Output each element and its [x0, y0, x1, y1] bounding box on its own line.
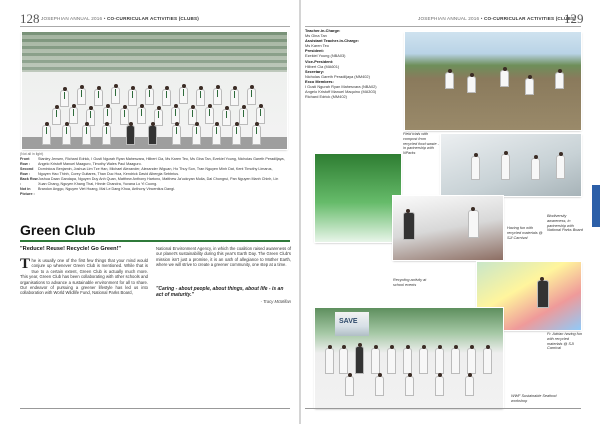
caption-names: Joshua Daan Gandapa, Nguyen Duy Anh Quan, Matthew Anthony Hartono, Matthew Ja'uckryan Mulia, Dai Chongrui, Pan Nguyen Manh Chinh, Lin Xuan Chang, Nguyen Khang Thai, Hinnie Chandra, Yuvana Lo Yi Cuong.: [38, 177, 279, 186]
role-name: Nicholas Gareth Peradiljaya (MM402): [305, 73, 370, 79]
photo-person: [435, 348, 444, 374]
body-column-2: National Environment Agency, in which the coalition raised awareness of our planet's sustainability during this year's Earth Day. The Green Club's mission isn't just a promise, it is an oath of allegiance to Mother Earth, where we will strive to create a greener community, one step at a time.: [156, 246, 291, 268]
photo-person: [69, 107, 78, 124]
photo-person: [467, 348, 476, 374]
header-section: CO-CURRICULAR ACTIVITIES (CLUBS): [484, 16, 576, 21]
photo-hint: (Not all in light): [20, 152, 44, 156]
role-assistant: [305, 38, 401, 48]
photo-person: [445, 72, 454, 89]
recycling-booth-photo: [315, 154, 401, 242]
role-name: Ms Gina Tan: [305, 33, 327, 39]
photo-person: [501, 154, 510, 180]
caption-label: Back Row :: [20, 177, 38, 186]
wwf-workshop-photo: [315, 308, 503, 408]
body-column-1: [20, 258, 148, 296]
photo-person: [230, 89, 239, 106]
photo-person: [355, 346, 364, 374]
caption-row-absent: [20, 187, 290, 197]
photo-person: [42, 125, 51, 145]
photo-person: [145, 88, 154, 105]
photo-person: [555, 72, 564, 89]
recycling-caption: Recycling activity at school events: [393, 278, 427, 287]
caption-row-front: [20, 157, 290, 167]
photo-person: [387, 348, 396, 374]
caption-label: Second Row :: [20, 167, 34, 176]
wwf-caption: WWF Sustainable Seafood workshop: [511, 394, 557, 403]
footer-rule: [305, 408, 581, 409]
body-text-1: he is usually one of the first few things that your mind would conjure up whenever Green Club is mentioned. While that is true to a certain extent, Green Club is actually much more. This year, Green Club has been collaborating with other schools and organisations to advance a sustainable environment for all to share. Our endeavor of pursuing a greener lifestyle has led us into collaboration with World Wildlife Fund, National Parks Board,: [20, 258, 148, 296]
photo-person: [345, 376, 354, 396]
photo-person: [252, 125, 261, 145]
biodiversity-caption: Biodiversity awareness, in partnership with National Parks Board: [547, 214, 583, 233]
photo-person: [419, 348, 428, 374]
photo-person: [247, 88, 256, 105]
photo-person: [222, 109, 231, 126]
photo-person: [128, 89, 137, 106]
photo-person: [375, 376, 384, 396]
role-title: Teacher-in-Charge:: [305, 28, 341, 33]
photo-person: [471, 156, 480, 180]
role-teacher: [305, 28, 401, 38]
biodiversity-photo: [441, 134, 581, 196]
photo-person: [435, 376, 444, 396]
photo-person: [102, 125, 111, 145]
photo-person: [172, 125, 181, 145]
role-title: Secretary:: [305, 68, 325, 74]
quote-attribution: - Tracy McMillan: [260, 299, 291, 304]
photo-person: [232, 125, 241, 145]
role-title: Assistant Teacher-in-Charge:: [305, 38, 359, 44]
photo-person: [213, 88, 222, 105]
photo-person: [179, 87, 188, 104]
role-secretary: [305, 69, 401, 79]
photo-person: [62, 125, 71, 145]
carnival-table-photo: [393, 196, 503, 260]
section-tab: [592, 185, 600, 227]
photo-person: [500, 70, 509, 87]
role-title: Exco Members:: [305, 78, 334, 84]
caption-label: Not in Picture :: [20, 187, 35, 196]
header-publication: JOSEPHIAN ANNUAL 2016: [41, 16, 103, 21]
photo-person: [371, 348, 380, 374]
caption-names: Dominicus Benjamin, Joshua Lim Tze Han, Michael Alexander, Alexander Wiguan, Ho Thuy Son, Tran Nguyen Minh Dat, Kent Timothy Limarus, Nguyen Hao Thinh, Corey Guitares, Than Duc Hoa, Kendrick David Albergia Sebbrius.: [38, 167, 273, 176]
role-name: I Gusti Ngurah Ryan Mahesvara (NBA02): [305, 84, 377, 90]
photo-person: [403, 212, 415, 240]
club-group-photo: [22, 32, 287, 149]
photo-person: [451, 348, 460, 374]
photo-person: [212, 125, 221, 145]
save-sign: [335, 312, 369, 336]
photo-person: [325, 348, 334, 374]
photo-person: [465, 376, 474, 396]
role-title: President:: [305, 48, 325, 54]
photo-person: [339, 348, 348, 374]
quote-heading: "Reduce! Reuse! Recycle! Go Green!": [20, 246, 122, 252]
role-exco: [305, 79, 401, 99]
photo-person: [94, 89, 103, 106]
header-rule: [20, 26, 290, 27]
photo-person: [52, 108, 61, 125]
photo-person: [154, 109, 163, 126]
photo-person: [126, 125, 135, 145]
photo-person: [556, 155, 565, 179]
running-header: [418, 16, 576, 21]
photo-person: [403, 348, 412, 374]
role-name: Angelo Kristoff Manuel Maquino (MA303): [305, 89, 377, 95]
role-name: Richard Edrick (MM402): [305, 94, 347, 100]
drop-cap: T: [20, 256, 31, 272]
photo-person: [82, 125, 91, 145]
photo-person: [205, 107, 214, 124]
photo-person: [239, 108, 248, 125]
sign-text: SAVE: [339, 318, 358, 325]
photo-person: [467, 76, 476, 93]
photo-person: [77, 88, 86, 105]
caption-row-back: [20, 177, 290, 187]
footer-rule: [20, 408, 290, 409]
photo-person: [483, 348, 492, 374]
header-rule: [305, 26, 581, 27]
carnival-caption: Having fun with recycled materials @ SJI Carnival: [507, 226, 543, 240]
caption-names: Brandon Anggo, Nguyen Viet Hoang, Mai Le Dang Khoa, Anthony Vincentius Dangi.: [38, 187, 176, 191]
role-president: [305, 48, 401, 58]
photo-person: [468, 210, 479, 238]
header-section: CO-CURRICULAR ACTIVITIES (CLUBS): [107, 16, 199, 21]
header-publication: JOSEPHIAN ANNUAL 2016: [418, 16, 480, 21]
group-photo-caption: [20, 152, 290, 197]
field-trial-caption: Field trials with compost from recycled food waste - in partnership with NParks: [403, 132, 439, 156]
title-rule: [20, 240, 290, 242]
left-page: [0, 0, 299, 424]
role-name: Hilbert Cia (MA601): [305, 63, 340, 69]
role-name: Ezekiel Young (NBA03): [305, 53, 346, 59]
role-vice-president: [305, 59, 401, 69]
photo-person: [111, 87, 120, 104]
photo-person: [60, 90, 69, 107]
page-number: 128: [20, 11, 40, 26]
photo-person: [525, 78, 534, 95]
photo-person: [537, 280, 549, 308]
header-separator: •: [480, 16, 483, 21]
photo-person: [405, 376, 414, 396]
role-name: Ms Karen Teo: [305, 43, 329, 49]
photo-person: [148, 125, 157, 145]
photo-person: [531, 158, 540, 180]
club-officials: [305, 28, 401, 99]
right-page: [301, 0, 600, 424]
club-title: Green Club: [20, 222, 96, 238]
page-number: 129: [564, 11, 584, 26]
caption-row-second: [20, 167, 290, 177]
field-trial-photo: [405, 32, 581, 130]
caption-label: Front Row :: [20, 157, 31, 166]
photo-person: [192, 125, 201, 145]
photo-person: [196, 89, 205, 106]
pull-quote: "Caring - about people, about things, about life - is an act of maturity.": [156, 286, 284, 299]
photo-person: [137, 107, 146, 124]
caption-names: Stanley Jensen, Richard Edrick, I Gusti Ngurah Ryan Mahesvara, Hilbert Cia, Ms Karen Teo, Ms Gina Tan, Ezekiel Young, Nicholas Gareth Peradiljaya, Angelo Kristoff Manuel Maaguro, Timothy Wales Paul Maaguro.: [38, 157, 285, 166]
recycled-fun-caption: Fr. Adrian having fun with recycled materials @ SJI Carnival: [547, 332, 582, 351]
running-header: [41, 16, 199, 21]
role-title: Vice-President:: [305, 58, 334, 64]
photo-person: [162, 89, 171, 106]
photo-person: [120, 108, 129, 125]
header-separator: •: [103, 16, 106, 21]
